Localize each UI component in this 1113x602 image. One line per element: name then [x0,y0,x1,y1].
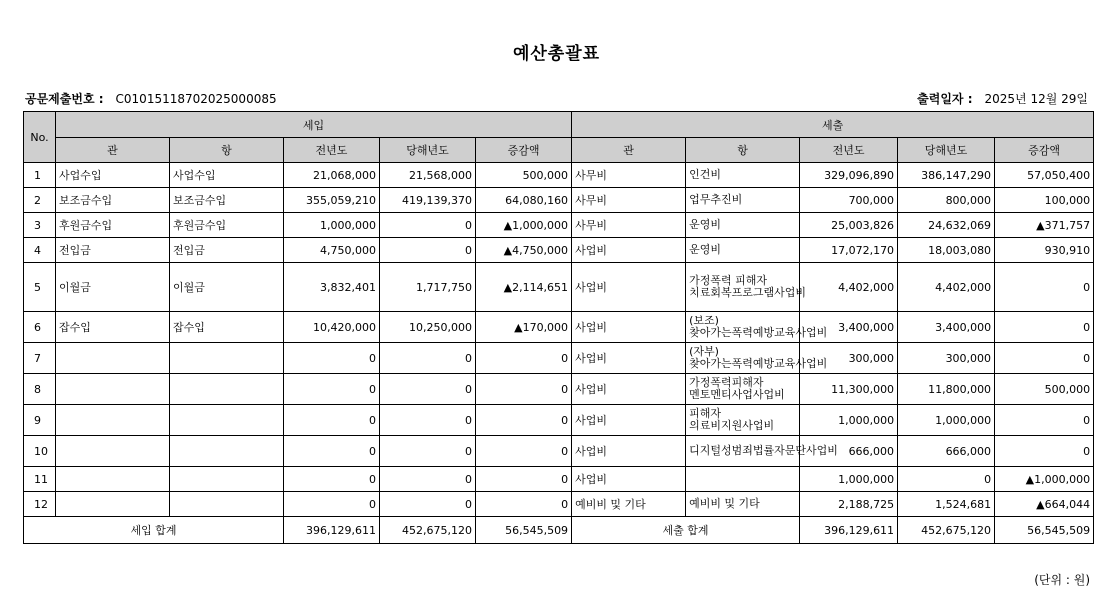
expense-prev-year-cell: 329,096,890 [800,163,898,188]
income-diff-cell: ▲2,114,651 [476,263,572,312]
income-hang-cell [170,436,284,467]
header-expense-hang: 항 [686,138,800,163]
income-total-label: 세입 합계 [24,517,284,544]
income-prev-year-cell: 0 [284,405,380,436]
print-date: 2025년 12월 29일 [984,92,1088,106]
expense-diff-cell: 100,000 [995,188,1094,213]
expense-hang-cell: 인건비 [686,163,800,188]
income-gwan-cell [56,467,170,492]
income-hang-cell: 후원금수입 [170,213,284,238]
header-income-hang: 항 [170,138,284,163]
expense-curr-year-cell: 24,632,069 [898,213,995,238]
expense-curr-year-cell: 11,800,000 [898,374,995,405]
expense-diff-cell: 500,000 [995,374,1094,405]
income-gwan-cell [56,374,170,405]
expense-curr-year-cell: 4,402,000 [898,263,995,312]
income-gwan-cell: 사업수입 [56,163,170,188]
expense-hang-cell: 디지털성범죄법률자문단사업비 [686,436,800,467]
expense-gwan-cell: 사업비 [572,312,686,343]
income-curr-year-cell: 10,250,000 [380,312,476,343]
income-curr-year-cell: 0 [380,374,476,405]
row-number-cell: 8 [24,374,56,405]
income-gwan-cell [56,492,170,517]
income-hang-cell [170,374,284,405]
income-gwan-cell [56,436,170,467]
expense-curr-year-cell: 18,003,080 [898,238,995,263]
expense-diff-cell: 57,050,400 [995,163,1094,188]
header-expense-curr: 당해년도 [898,138,995,163]
expense-hang-cell: 예비비 및 기타 [686,492,800,517]
expense-curr-year-cell: 1,000,000 [898,405,995,436]
header-expense-gwan: 관 [572,138,686,163]
expense-prev-year-cell: 1,000,000 [800,467,898,492]
income-curr-year-cell: 1,717,750 [380,263,476,312]
income-prev-year-cell: 21,068,000 [284,163,380,188]
expense-hang-cell: 피해자 의료비지원사업비 [686,405,800,436]
expense-diff-cell: 0 [995,263,1094,312]
income-diff-cell: 0 [476,467,572,492]
income-hang-cell [170,405,284,436]
income-gwan-cell: 후원금수입 [56,213,170,238]
table-row [24,436,1094,467]
header-income-prev: 전년도 [284,138,380,163]
row-number-cell: 2 [24,188,56,213]
table-row [24,213,1094,238]
page-title: 예산총괄표 [512,44,601,64]
income-diff-cell: 0 [476,436,572,467]
expense-gwan-cell: 사업비 [572,238,686,263]
expense-diff-cell: 0 [995,405,1094,436]
expense-total-diff: 56,545,509 [995,517,1094,544]
row-number-cell: 5 [24,263,56,312]
table-row [24,238,1094,263]
expense-curr-year-cell: 666,000 [898,436,995,467]
table-row [24,343,1094,374]
income-diff-cell: ▲4,750,000 [476,238,572,263]
expense-hang-cell: (보조)찾아가는폭력예방교육사업비 [686,312,800,343]
expense-prev-year-cell: 300,000 [800,343,898,374]
income-hang-cell: 보조금수입 [170,188,284,213]
income-hang-cell [170,467,284,492]
expense-diff-cell: ▲1,000,000 [995,467,1094,492]
income-gwan-cell: 이월금 [56,263,170,312]
row-number-cell: 3 [24,213,56,238]
table-row [24,312,1094,343]
expense-prev-year-cell: 700,000 [800,188,898,213]
income-prev-year-cell: 4,750,000 [284,238,380,263]
income-hang-cell: 이월금 [170,263,284,312]
row-number-cell: 6 [24,312,56,343]
income-diff-cell: 500,000 [476,163,572,188]
income-prev-year-cell: 0 [284,374,380,405]
row-number-cell: 4 [24,238,56,263]
row-number-cell: 7 [24,343,56,374]
table-row [24,492,1094,517]
expense-hang-cell: 운영비 [686,238,800,263]
expense-prev-year-cell: 666,000 [800,436,898,467]
income-prev-year-cell: 3,832,401 [284,263,380,312]
expense-diff-cell: 0 [995,436,1094,467]
header-expense-diff: 증감액 [995,138,1094,163]
expense-curr-year-cell: 800,000 [898,188,995,213]
income-prev-year-cell: 1,000,000 [284,213,380,238]
expense-prev-year-cell: 25,003,826 [800,213,898,238]
expense-diff-cell: ▲371,757 [995,213,1094,238]
income-curr-year-cell: 0 [380,238,476,263]
totals-row [24,517,1094,544]
income-curr-year-cell: 0 [380,467,476,492]
header-no: No. [24,112,56,163]
expense-prev-year-cell: 11,300,000 [800,374,898,405]
expense-hang-cell: 가정폭력 피해자 치료회복프로그램사업비 [686,263,800,312]
income-diff-cell: ▲170,000 [476,312,572,343]
expense-prev-year-cell: 17,072,170 [800,238,898,263]
income-gwan-cell [56,405,170,436]
income-prev-year-cell: 10,420,000 [284,312,380,343]
header-income: 세입 [56,112,572,138]
table-row [24,188,1094,213]
expense-total-curr: 452,675,120 [898,517,995,544]
income-total-diff: 56,545,509 [476,517,572,544]
income-curr-year-cell: 21,568,000 [380,163,476,188]
expense-curr-year-cell: 300,000 [898,343,995,374]
expense-hang-cell: 업무추진비 [686,188,800,213]
income-curr-year-cell: 0 [380,213,476,238]
income-gwan-cell: 잡수입 [56,312,170,343]
income-total-curr: 452,675,120 [380,517,476,544]
header-expense-prev: 전년도 [800,138,898,163]
header-income-diff: 증감액 [476,138,572,163]
table-row [24,163,1094,188]
income-curr-year-cell: 419,139,370 [380,188,476,213]
expense-hang-cell: 가정폭력피해자 멘토멘티사업사업비 [686,374,800,405]
income-curr-year-cell: 0 [380,492,476,517]
expense-gwan-cell: 사업비 [572,343,686,374]
income-gwan-cell: 전입금 [56,238,170,263]
budget-summary-table [23,111,1094,544]
income-curr-year-cell: 0 [380,343,476,374]
table-row [24,263,1094,312]
expense-gwan-cell: 사업비 [572,374,686,405]
income-hang-cell [170,492,284,517]
expense-gwan-cell: 예비비 및 기타 [572,492,686,517]
income-gwan-cell: 보조금수입 [56,188,170,213]
income-curr-year-cell: 0 [380,405,476,436]
income-total-prev: 396,129,611 [284,517,380,544]
row-number-cell: 12 [24,492,56,517]
row-number-cell: 10 [24,436,56,467]
expense-gwan-cell: 사무비 [572,188,686,213]
income-gwan-cell [56,343,170,374]
row-number-cell: 11 [24,467,56,492]
expense-diff-cell: ▲664,044 [995,492,1094,517]
income-prev-year-cell: 355,059,210 [284,188,380,213]
income-diff-cell: 0 [476,405,572,436]
expense-gwan-cell: 사무비 [572,163,686,188]
expense-prev-year-cell: 2,188,725 [800,492,898,517]
print-info [917,90,1088,107]
income-prev-year-cell: 0 [284,436,380,467]
table-row [24,374,1094,405]
expense-curr-year-cell: 386,147,290 [898,163,995,188]
expense-diff-cell: 0 [995,343,1094,374]
expense-curr-year-cell: 1,524,681 [898,492,995,517]
expense-curr-year-cell: 0 [898,467,995,492]
header-expense: 세출 [572,112,1094,138]
income-curr-year-cell: 0 [380,436,476,467]
income-prev-year-cell: 0 [284,492,380,517]
expense-prev-year-cell: 3,400,000 [800,312,898,343]
expense-gwan-cell: 사업비 [572,436,686,467]
expense-diff-cell: 0 [995,312,1094,343]
unit-note: (단위 : 원) [1034,573,1090,587]
income-prev-year-cell: 0 [284,467,380,492]
expense-hang-cell [686,467,800,492]
row-number-cell: 9 [24,405,56,436]
expense-total-prev: 396,129,611 [800,517,898,544]
expense-prev-year-cell: 1,000,000 [800,405,898,436]
income-hang-cell: 전입금 [170,238,284,263]
row-number-cell: 1 [24,163,56,188]
income-hang-cell [170,343,284,374]
expense-curr-year-cell: 3,400,000 [898,312,995,343]
submission-label: 공문제출번호 : [25,92,104,106]
expense-gwan-cell: 사업비 [572,263,686,312]
table-row [24,467,1094,492]
expense-total-label: 세출 합계 [572,517,800,544]
income-diff-cell: 64,080,160 [476,188,572,213]
income-diff-cell: 0 [476,492,572,517]
submission-info [25,90,277,107]
submission-number: C010151187020250000​85 [115,92,277,106]
income-hang-cell: 잡수입 [170,312,284,343]
income-prev-year-cell: 0 [284,343,380,374]
income-hang-cell: 사업수입 [170,163,284,188]
expense-prev-year-cell: 4,402,000 [800,263,898,312]
expense-gwan-cell: 사무비 [572,213,686,238]
header-income-gwan: 관 [56,138,170,163]
income-diff-cell: 0 [476,343,572,374]
expense-gwan-cell: 사업비 [572,405,686,436]
income-diff-cell: ▲1,000,000 [476,213,572,238]
expense-gwan-cell: 사업비 [572,467,686,492]
table-row [24,405,1094,436]
expense-hang-cell: (자부)찾아가는폭력예방교육사업비 [686,343,800,374]
income-diff-cell: 0 [476,374,572,405]
header-income-curr: 당해년도 [380,138,476,163]
expense-diff-cell: 930,910 [995,238,1094,263]
expense-hang-cell: 운영비 [686,213,800,238]
print-date-label: 출력일자 : [917,92,973,106]
